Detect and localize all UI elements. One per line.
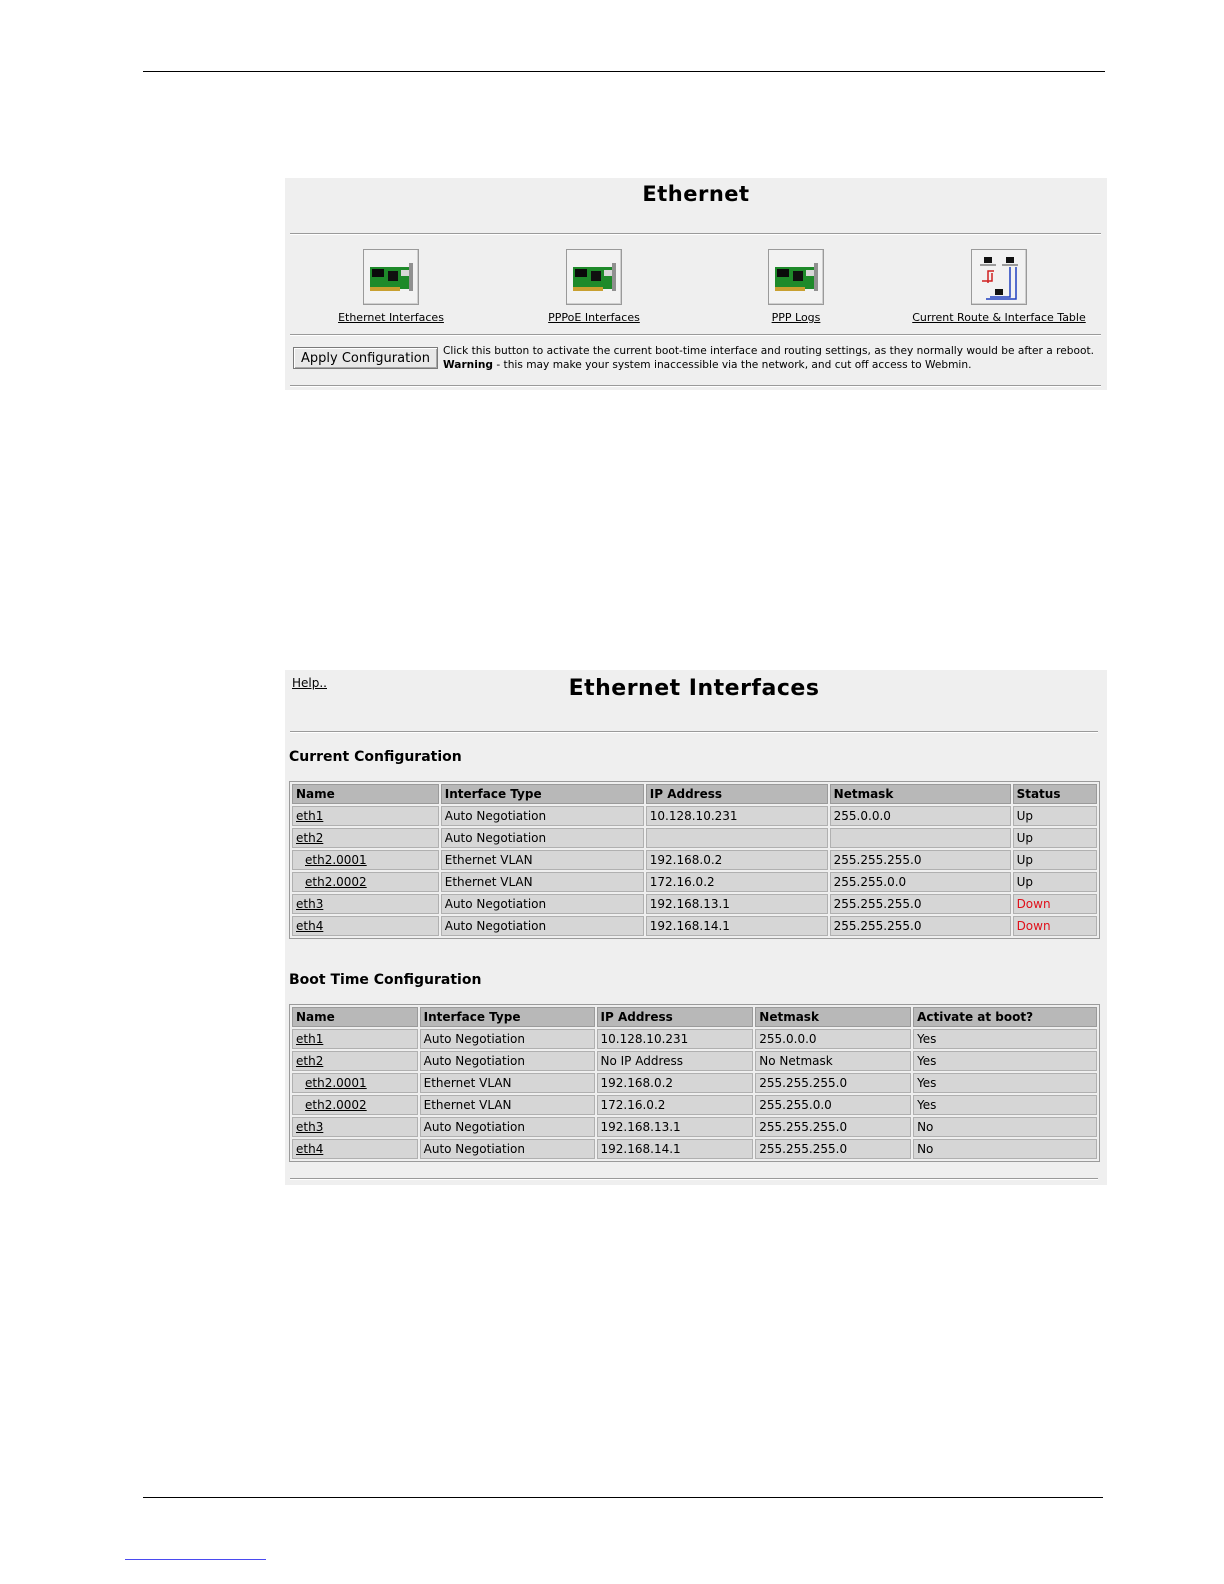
status-cell: Up: [1013, 850, 1097, 870]
interface-name-cell[interactable]: [292, 1117, 418, 1137]
apply-desc-warning: Warning: [443, 358, 493, 371]
page-top-rule: [143, 71, 1105, 72]
page-bottom-rule: [143, 1497, 1103, 1498]
pppoe-interfaces-label: PPPoE Interfaces: [548, 311, 640, 324]
netmask-cell: 255.255.255.0: [830, 894, 1011, 914]
interface-type-cell: Ethernet VLAN: [441, 850, 644, 870]
ip-address-cell: 172.16.0.2: [646, 872, 828, 892]
ethernet-title-separator: [290, 233, 1101, 235]
status-cell: Up: [1013, 806, 1097, 826]
netmask-cell: 255.0.0.0: [755, 1029, 911, 1049]
activate-at-boot-cell: Yes: [913, 1029, 1097, 1049]
route-interface-table-link[interactable]: [904, 249, 1094, 324]
status-cell: Up: [1013, 872, 1097, 892]
interface-type-cell: Auto Negotiation: [441, 916, 644, 936]
ppp-logs-link[interactable]: [725, 249, 867, 324]
interface-type-cell: Auto Negotiation: [441, 806, 644, 826]
ip-address-cell: 192.168.14.1: [646, 916, 828, 936]
activate-at-boot-cell: No: [913, 1139, 1097, 1159]
boot-interface-link-eth3[interactable]: eth3: [296, 1120, 324, 1134]
interface-name-cell[interactable]: [292, 1095, 418, 1115]
interface-name-cell[interactable]: [292, 1029, 418, 1049]
interface-name-cell[interactable]: [292, 1073, 418, 1093]
table-row: [292, 1073, 1097, 1093]
ip-address-cell: 172.16.0.2: [597, 1095, 754, 1115]
ip-address-cell: 192.168.0.2: [646, 850, 828, 870]
interface-name-cell[interactable]: [292, 1051, 418, 1071]
ethernet-interfaces-link[interactable]: [320, 249, 462, 324]
interface-type-cell: Ethernet VLAN: [420, 1073, 595, 1093]
table-row: [292, 806, 1097, 826]
ip-address-cell: 10.128.10.231: [597, 1029, 754, 1049]
netmask-cell: 255.255.255.0: [755, 1073, 911, 1093]
netmask-cell: [830, 828, 1011, 848]
help-link[interactable]: Help..: [292, 676, 327, 690]
activate-at-boot-cell: Yes: [913, 1073, 1097, 1093]
table-row: [292, 1051, 1097, 1071]
interface-name-cell[interactable]: [292, 894, 439, 914]
footer-link-underline: [125, 1559, 266, 1560]
interface-name-cell[interactable]: [292, 806, 439, 826]
netmask-cell: 255.255.255.0: [830, 850, 1011, 870]
ppp-logs-label: PPP Logs: [771, 311, 821, 324]
network-card-icon: [363, 249, 419, 305]
ip-address-cell: No IP Address: [597, 1051, 754, 1071]
activate-at-boot-cell: Yes: [913, 1051, 1097, 1071]
interface-name-cell[interactable]: [292, 850, 439, 870]
table-row: [292, 916, 1097, 936]
ip-address-cell: 192.168.14.1: [597, 1139, 754, 1159]
current-configuration-table: [289, 781, 1100, 939]
ethernet-title: Ethernet: [642, 182, 750, 206]
netmask-cell: No Netmask: [755, 1051, 911, 1071]
ip-address-cell: 192.168.0.2: [597, 1073, 754, 1093]
apply-desc-warning-text: - this may make your system inaccessible via the network, and cut off access to Webmin.: [492, 358, 972, 371]
interfaces-title-separator: [290, 731, 1098, 733]
table-row: [292, 850, 1097, 870]
table-row: [292, 872, 1097, 892]
table-header-row: [292, 1007, 1097, 1027]
interface-type-cell: Auto Negotiation: [420, 1139, 595, 1159]
route-interface-table-label: Current Route & Interface Table: [912, 311, 1086, 324]
apply-configuration-description: [443, 345, 1103, 372]
current-configuration-heading: Current Configuration: [289, 749, 462, 765]
table-header-row: [292, 784, 1097, 804]
column-header-ip-address: IP Address: [646, 784, 828, 804]
interface-link-eth4[interactable]: eth4: [296, 919, 324, 933]
interface-type-cell: Ethernet VLAN: [420, 1095, 595, 1115]
interface-name-cell[interactable]: [292, 872, 439, 892]
interfaces-bottom-separator: [290, 1178, 1098, 1180]
ip-address-cell: [646, 828, 828, 848]
interface-link-eth1[interactable]: eth1: [296, 809, 324, 823]
interface-type-cell: Auto Negotiation: [441, 894, 644, 914]
ethernet-bottom-separator: [290, 385, 1101, 387]
netmask-cell: 255.255.255.0: [755, 1139, 911, 1159]
table-row: [292, 1117, 1097, 1137]
ip-address-cell: 192.168.13.1: [597, 1117, 754, 1137]
interface-type-cell: Auto Negotiation: [441, 828, 644, 848]
column-header-activate-at-boot: Activate at boot?: [913, 1007, 1097, 1027]
netmask-cell: 255.255.0.0: [755, 1095, 911, 1115]
column-header-netmask: Netmask: [830, 784, 1011, 804]
ip-address-cell: 192.168.13.1: [646, 894, 828, 914]
column-header-name: Name: [292, 784, 439, 804]
status-cell: Down: [1013, 916, 1097, 936]
column-header-name: Name: [292, 1007, 418, 1027]
boot-interface-link-eth2-0002[interactable]: eth2.0002: [305, 1098, 367, 1112]
column-header-netmask: Netmask: [755, 1007, 911, 1027]
ethernet-interfaces-label: Ethernet Interfaces: [338, 311, 444, 324]
interface-type-cell: Auto Negotiation: [420, 1029, 595, 1049]
network-card-icon: [566, 249, 622, 305]
netmask-cell: 255.255.255.0: [830, 916, 1011, 936]
status-cell: Down: [1013, 894, 1097, 914]
ip-address-cell: 10.128.10.231: [646, 806, 828, 826]
interface-link-eth2[interactable]: eth2: [296, 831, 324, 845]
ethernet-icons-separator: [290, 334, 1101, 336]
netmask-cell: 255.255.0.0: [830, 872, 1011, 892]
table-row: [292, 1095, 1097, 1115]
column-header-interface-type: Interface Type: [420, 1007, 595, 1027]
routing-table-icon: [971, 249, 1027, 305]
interface-link-eth2-0001[interactable]: eth2.0001: [305, 853, 367, 867]
interface-link-eth2-0002[interactable]: eth2.0002: [305, 875, 367, 889]
apply-desc-text: Click this button to activate the current boot-time interface and routing settings, as they normally would be after a reboot.: [443, 345, 1094, 357]
column-header-interface-type: Interface Type: [441, 784, 644, 804]
table-row: [292, 1029, 1097, 1049]
interface-type-cell: Auto Negotiation: [420, 1117, 595, 1137]
network-card-icon: [768, 249, 824, 305]
table-row: [292, 894, 1097, 914]
apply-configuration-button[interactable]: Apply Configuration: [293, 347, 438, 369]
table-row: [292, 828, 1097, 848]
boot-interface-link-eth1[interactable]: eth1: [296, 1032, 324, 1046]
boot-interface-link-eth2-0001[interactable]: eth2.0001: [305, 1076, 367, 1090]
interface-type-cell: Ethernet VLAN: [441, 872, 644, 892]
netmask-cell: 255.255.255.0: [755, 1117, 911, 1137]
ethernet-interfaces-title: Ethernet Interfaces: [568, 676, 820, 701]
column-header-ip-address: IP Address: [597, 1007, 754, 1027]
interface-name-cell[interactable]: [292, 1139, 418, 1159]
activate-at-boot-cell: No: [913, 1117, 1097, 1137]
column-header-status: Status: [1013, 784, 1097, 804]
table-row: [292, 1139, 1097, 1159]
netmask-cell: 255.0.0.0: [830, 806, 1011, 826]
status-cell: Up: [1013, 828, 1097, 848]
interface-type-cell: Auto Negotiation: [420, 1051, 595, 1071]
interface-link-eth3[interactable]: eth3: [296, 897, 324, 911]
interface-name-cell[interactable]: [292, 916, 439, 936]
activate-at-boot-cell: Yes: [913, 1095, 1097, 1115]
interface-name-cell[interactable]: [292, 828, 439, 848]
boot-interface-link-eth4[interactable]: eth4: [296, 1142, 324, 1156]
pppoe-interfaces-link[interactable]: [523, 249, 665, 324]
boot-time-configuration-heading: Boot Time Configuration: [289, 972, 482, 988]
boot-time-configuration-table: [289, 1004, 1100, 1162]
boot-interface-link-eth2[interactable]: eth2: [296, 1054, 324, 1068]
